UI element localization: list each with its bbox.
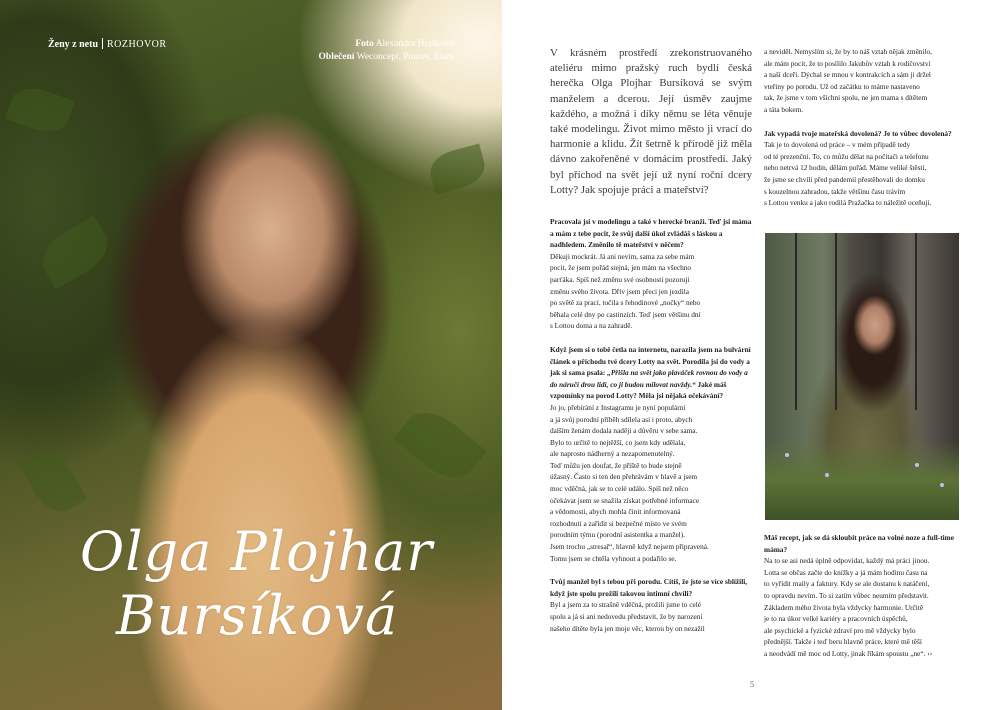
question-text: Když jsem si o tobě četla na internetu, narazila jsem na bulvární článek o příchodu tvé dcery Lotty na svět. Porodila jsi do vody a jak si sama psala:	[550, 344, 751, 378]
title-line-2: Bursíková	[116, 584, 399, 647]
photo-credits	[319, 38, 454, 64]
flower	[915, 463, 919, 467]
answer: Děkuji mockrát. Já ani nevím, sama za sebe mám pocit, že jsem pořád stejná, jen mám na všechno parťáka. Spíš než změnu své osobnosti pozoruji změnu svého života. Dřív jsem přeci jen jezdila po světě za prací, točila s řehodinové „nočky“ nebo běhala celé dny po castinzích. Teď jsem většinu dní s Lottou doma a na zahradě.	[550, 251, 701, 331]
answer: Jo jo, přebírání z Instagramu je nyní populární a já svůj porodní příběh sdílela asi i proto, abych dalším ženám dodala naději a důvěru v sebe sama. Bylo to určitě to nejtěžší, co jsem kdy udělala, ale naprosto nádherný a nezapomenutelný. Teď můžu jen doufat, že příště to bude stejně úžasný. Často si ten den přehrávám v hlavě a jsem moc vděčná, jak se to celé událo. Spíš než něco očekávat jsem se snažila získat potřebné informace a vědomosti, abych mohla činit informovaná rozhodnutí a zařídit si bezpečné místo ve svém porodním týmu (porodní asistentka a manžel). Jsem trochu „stresař“, hlavně když nejsem připravená. Tomu jsem se chtěla vyhnout a podařilo se.	[550, 402, 709, 563]
flower	[785, 453, 789, 457]
question: Tvůj manžel byl s tebou při porodu. Cítíš, že jste se více sblížili, když jste spolu prožili takovou intimní chvíli?	[550, 577, 748, 598]
photo-label: Foto	[355, 39, 374, 49]
text-column-left	[550, 216, 754, 646]
page-number: 5	[750, 680, 754, 689]
question: Máš recept, jak se dá skloubit práce na volné noze a full-time máma?	[764, 533, 954, 554]
answer: Tak je to dovolená od práce – v mém případě tedy od té prezenční. To, co můžu dělat na počítači a telefonu nebo netrvá 12 hodin, dělám pořád. Máme veliké štěstí, že jsme se chvíli před pandemií přestěhovali do domku s kouzelnou zahradou, takže většinu času trávím s Lottou venku a jako rodilá Pražačka to náležitě oceňuji.	[764, 140, 932, 208]
window-frame	[835, 233, 837, 410]
title-line-1: Olga Plojhar	[80, 520, 434, 583]
question-quote: „Přišla na svět jako plaváček rovnou do vody a do náručí drou lidí, co ji budou milovat navždy.“	[550, 368, 748, 389]
leaf-decoration	[426, 144, 489, 195]
article-title	[80, 520, 490, 648]
header-divider	[102, 38, 103, 49]
question: Jak vypadá tvoje mateřská dovolená? Je to vůbec dovolená?	[764, 128, 952, 138]
photo-author: Alexandra Hrašková	[375, 39, 454, 49]
flower	[940, 483, 944, 487]
leaf-decoration	[18, 442, 87, 519]
question-text: Jaké máš vzpomínky na porod Lotty? Měla jsi nějaká očekávání?	[550, 379, 727, 401]
section-category: ROZHOVOR	[107, 39, 167, 50]
leaf-decoration	[393, 400, 486, 490]
clothes-brands: Weconcept, Poures, Etam	[356, 52, 454, 62]
cover-photo	[0, 0, 502, 710]
article-page	[502, 0, 1005, 710]
text-column-right-bottom	[764, 532, 964, 672]
section-header	[48, 38, 167, 50]
leaf-decoration	[33, 216, 116, 290]
window-frame	[915, 233, 917, 410]
section-name: Ženy z netu	[48, 39, 98, 50]
text-column-right	[764, 46, 964, 221]
answer: Byl a jsem za to strašně vděčná, prožili jsme to celé spolu a já si ani nedovedu představit, že by narození našeho dítěte byla jen moje věc, kterou by on nezažil	[550, 600, 705, 633]
intro-paragraph: V krásném prostředí zrekonstruovaného ateliéru mimo pražský ruch bydlí česká herečka Olga Plojhar Bursíková se svým manželem a dcerou. Její úsměv zaujme každého, a možná i díky němu se léta věnuje také modelingu. Život mimo město ji vrací do harmonie a klidu. Žít šetrně k přírodě již měla dávno zakořeněné v domácím prostředí. Jaký byl příchod na svět její už nyní roční dcery Lotty? Jak spojuje práci a mateřství?	[550, 47, 752, 196]
flower	[825, 473, 829, 477]
leaf-decoration	[5, 81, 75, 139]
question: Pracovala jsi v modelingu a také v herecké branži. Teď jsi máma a mám z tebe pocit, že svůj další úkol zvládáš s láskou a nadhledem. Změnilo tě mateřství v něčem?	[550, 217, 752, 250]
clothes-label: Oblečení	[318, 52, 355, 62]
inline-photo	[765, 233, 959, 520]
question	[550, 344, 754, 402]
grass	[765, 440, 959, 520]
window-frame	[795, 233, 797, 410]
answer: Na to se asi nedá úplně odpovídat, každý má práci jinou. Lotta se občas začte do knížky a já mám hodinu času na to vyřídit maily a faktury. Kdy se ale dostanu k natáčení, to opravdu nevím. To si zatím vůbec neumím představit. Základem mého života byla vždycky harmonie. Určitě je to na úkor velké kariéry a pracovních úspěchů, ale psychické a fyzické zdraví pro mě vždycky bylo přednější. Takže i teď beru hlavně práce, které mě těší a neodvádí mě moc od Lotty, jinak říkám spoustu „ne“. ››	[764, 556, 933, 658]
answer: a neviděl. Nemyslím si, že by to náš vztah nějak změnilo, ale mám pocit, že to posílilo Jakubův vztah k rodičovství a naší dceři. Dýchal se mnou v kontrakcích a sám ji držel vteřiny po porodu. Už od začátku to máme nastaveno tak, že jsme v tom všichni spolu, ne jen mama s dítětem a táta bokem.	[764, 47, 932, 114]
